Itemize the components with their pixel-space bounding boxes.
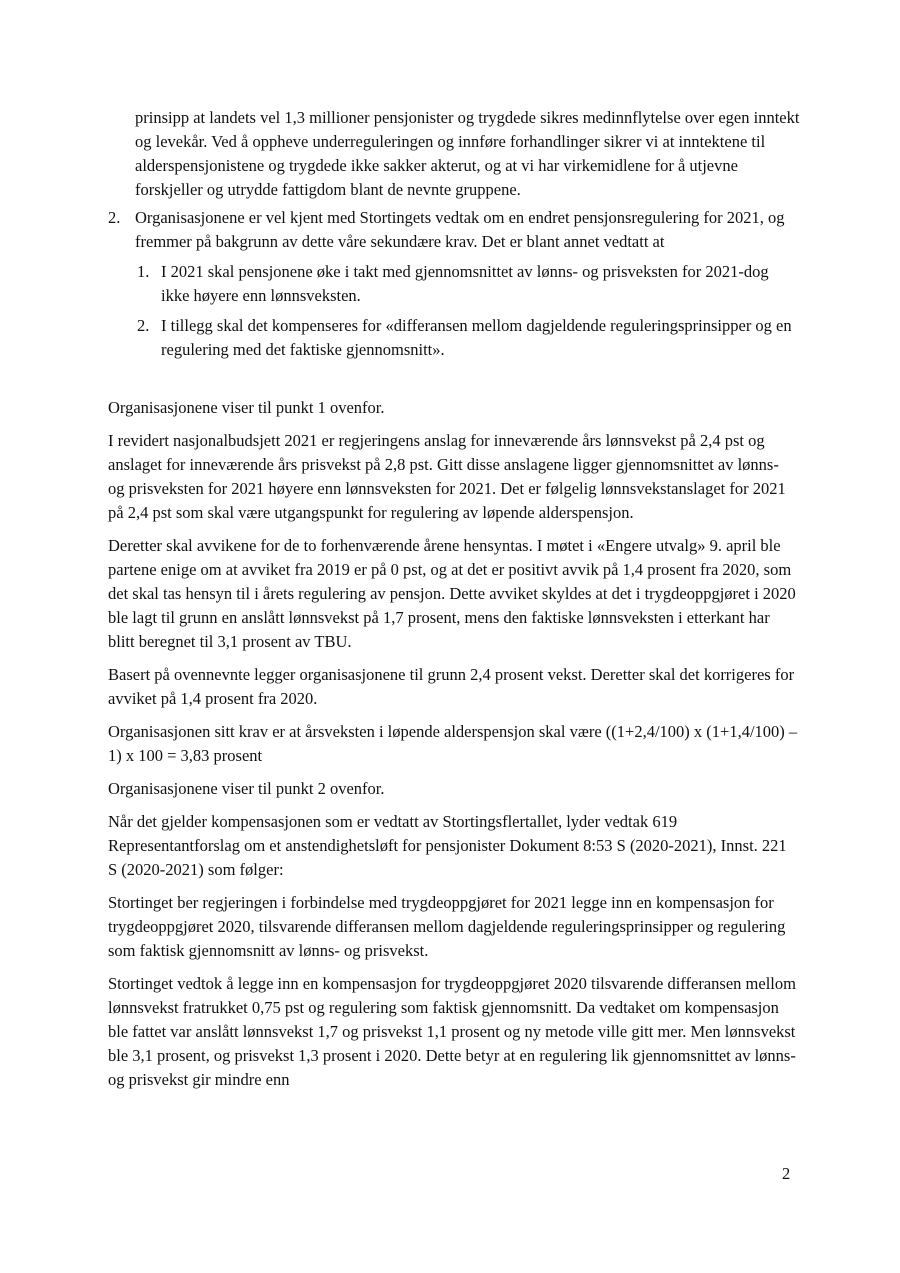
paragraph: I revidert nasjonalbudsjett 2021 er regjeringens anslag for inneværende års lønnsvekst på 2,4 pst og anslaget for inneværende års prisvekst på 2,8 pst. Gitt disse anslagene ligger gjennomsnittet av lønns- og prisveksten for 2021 høyere enn lønnsveksten for 2021. Det er følgelig lønnsvekstanslaget for 2021 på 2,4 pst som skal være utgangspunkt for regulering av løpende alderspensjon. — [108, 431, 786, 522]
sub-list-number: 1. — [137, 262, 150, 281]
paragraph: Organisasjonen sitt krav er at årsveksten i løpende alderspensjon skal være ((1+2,4/100) x (1+1,4/100) – 1) x 100 = 3,83 prosent — [108, 722, 798, 765]
sub-list-item — [137, 260, 798, 308]
page-number: 2 — [782, 1164, 791, 1183]
numbered-list — [108, 206, 798, 368]
paragraph: Organisasjonene viser til punkt 1 ovenfor. — [108, 398, 385, 417]
sub-list-item — [137, 314, 798, 362]
list-item-text: Organisasjonene er vel kjent med Stortingets vedtak om en endret pensjonsregulering for 2021, og fremmer på bakgrunn av dette våre sekundære krav. Det er blant annet vedtatt at — [135, 208, 785, 251]
list-number: 2. — [108, 208, 121, 227]
paragraph: Stortinget ber regjeringen i forbindelse med trygdeoppgjøret for 2021 legge inn en kompensasjon for trygdeoppgjøret 2020, tilsvarende differansen mellom dagjeldende reguleringsprinsipper og regulering som faktisk gjennomsnitt av lønns- og prisvekst. — [108, 893, 786, 960]
paragraph: Stortinget vedtok å legge inn en kompensasjon for trygdeoppgjøret 2020 tilsvarende differansen mellom lønnsvekst fratrukket 0,75 pst og regulering som faktisk gjennomsnitt. Da vedtaket om kompensasjon ble fattet var anslått lønnsvekst 1,7 og prisvekst 1,1 prosent og ny metode ville gitt mer. Men lønnsvekst ble 3,1 prosent, og prisvekst 1,3 prosent i 2020. Dette betyr at en regulering lik gjennomsnittet av lønns- og prisvekst gir mindre enn — [108, 974, 796, 1089]
body-text — [108, 396, 798, 1101]
paragraph: Når det gjelder kompensasjonen som er vedtatt av Stortingsflertallet, lyder vedtak 619 Representantforslag om et anstendighetsløft for pensjonister Dokument 8:53 S (2020-2021), Innst. 221 S (2020-2021) som følger: — [108, 812, 787, 879]
paragraph: Organisasjonene viser til punkt 2 ovenfor. — [108, 779, 385, 798]
paragraph: Deretter skal avvikene for de to forhenværende årene hensyntas. I møtet i «Engere utvalg» 9. april ble partene enige om at avviket fra 2019 er på 0 pst, og at det er positivt avvik på 1,4 prosent fra 2020, som det skal tas hensyn til i årets regulering av pensjon. Dette avviket skyldes at det i trygdeoppgjøret i 2020 ble lagt til grunn en anslått lønnsvekst på 1,7 prosent, mens den faktiske lønnsveksten i etterkant har blitt beregnet til 3,1 prosent av TBU. — [108, 536, 796, 651]
continuation-paragraph: prinsipp at landets vel 1,3 millioner pensjonister og trygdede sikres medinnflytelse over egen inntekt og levekår. Ved å oppheve underreguleringen og innføre forhandlinger sikrer vi at inntektene til alderspensjonistene og trygdede ikke sakker akterut, og at vi har virkemidlene for å utjevne forskjeller og utrydde fattigdom blant de nevnte gruppene. — [135, 108, 800, 199]
sub-list-item-text: I 2021 skal pensjonene øke i takt med gjennomsnittet av lønns- og prisveksten for 2021-dog ikke høyere enn lønnsveksten. — [161, 262, 769, 305]
sub-list — [137, 260, 798, 362]
sub-list-item-text: I tillegg skal det kompenseres for «differansen mellom dagjeldende reguleringsprinsipper og en regulering med det faktiske gjennomsnitt». — [161, 316, 792, 359]
sub-list-number: 2. — [137, 316, 150, 335]
paragraph: Basert på ovennevnte legger organisasjonene til grunn 2,4 prosent vekst. Deretter skal det korrigeres for avviket på 1,4 prosent fra 2020. — [108, 665, 795, 708]
list-item — [108, 206, 798, 362]
